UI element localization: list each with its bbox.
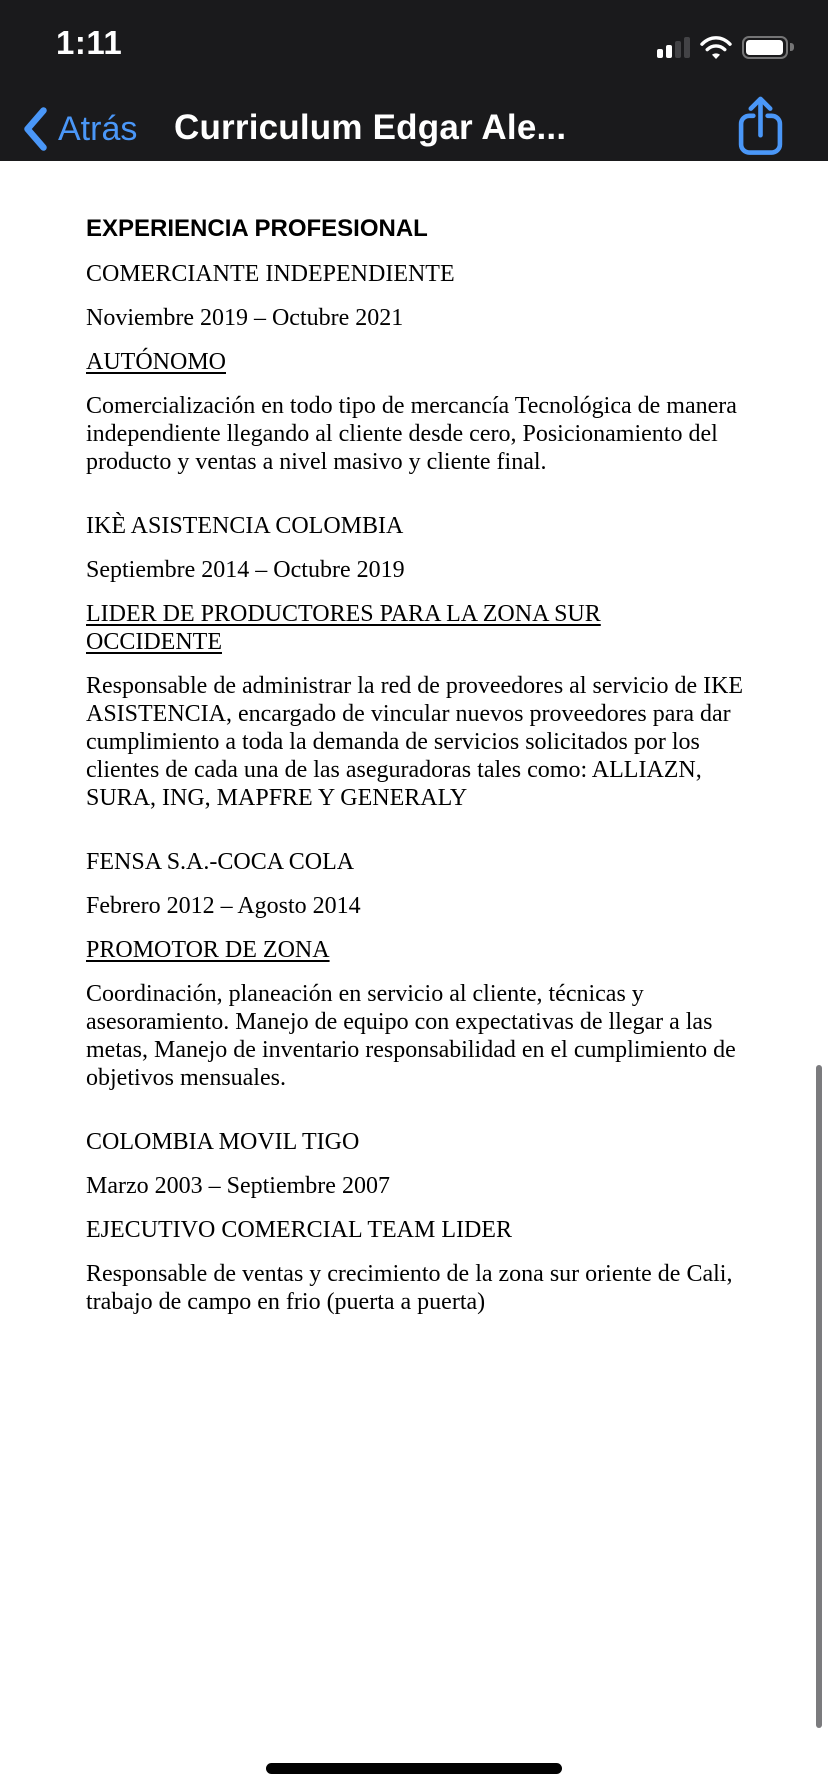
document-heading: EXPERIENCIA PROFESIONAL xyxy=(86,215,428,242)
job-title: EJECUTIVO COMERCIAL TEAM LIDER xyxy=(86,1217,512,1243)
battery-icon xyxy=(742,36,788,59)
document-view xyxy=(0,161,828,1792)
wifi-icon xyxy=(699,35,733,60)
company-name: IKÈ ASISTENCIA COLOMBIA xyxy=(86,513,404,539)
home-indicator[interactable] xyxy=(266,1763,562,1774)
back-button[interactable] xyxy=(22,106,137,152)
company-name: COMERCIANTE INDEPENDIENTE xyxy=(86,261,455,287)
chevron-left-icon xyxy=(22,106,48,152)
employment-period: Febrero 2012 – Agosto 2014 xyxy=(86,893,361,919)
status-time: 1:11 xyxy=(56,24,123,61)
nav-title: Curriculum Edgar Ale... xyxy=(174,108,567,147)
nav-bar xyxy=(0,100,828,161)
company-name: COLOMBIA MOVIL TIGO xyxy=(86,1129,360,1155)
job-section xyxy=(86,848,745,1092)
employment-period: Marzo 2003 – Septiembre 2007 xyxy=(86,1173,390,1199)
job-section xyxy=(86,1128,745,1316)
job-title: LIDER DE PRODUCTORES PARA LA ZONA SUR OCCIDENTE xyxy=(86,601,601,655)
employment-period: Noviembre 2019 – Octubre 2021 xyxy=(86,305,404,331)
job-title: PROMOTOR DE ZONA xyxy=(86,937,330,963)
share-icon xyxy=(737,94,784,158)
employment-period: Septiembre 2014 – Octubre 2019 xyxy=(86,557,405,583)
job-description: Responsable de ventas y crecimiento de la zona sur oriente de Cali, trabajo de campo en frio (puerta a puerta) xyxy=(86,1261,733,1315)
status-icons xyxy=(657,34,788,60)
company-name: FENSA S.A.-COCA COLA xyxy=(86,849,355,875)
cellular-signal-icon xyxy=(657,36,690,58)
job-description: Comercialización en todo tipo de mercancía Tecnológica de manera independiente llegando al cliente desde cero, Posicionamiento del producto y ventas a nivel masivo y cliente final. xyxy=(86,393,737,475)
job-description: Responsable de administrar la red de proveedores al servicio de IKE ASISTENCIA, encargado de vincular nuevos proveedores para dar cumplimiento a toda la demanda de servicios solicitados por los clientes de cada una de las aseguradoras tales como: ALLIAZN, SURA, ING, MAPFRE Y GENERALY xyxy=(86,673,744,811)
job-title: AUTÓNOMO xyxy=(86,349,226,375)
job-section xyxy=(86,260,745,476)
back-label: Atrás xyxy=(58,109,138,148)
top-bars xyxy=(0,0,828,161)
job-description: Coordinación, planeación en servicio al cliente, técnicas y asesoramiento. Manejo de equipo con expectativas de llegar a las metas, Manejo de inventario responsabilidad en el cumplimiento de objetivos mensuales. xyxy=(86,981,736,1091)
scrollbar[interactable] xyxy=(816,1065,822,1728)
job-section xyxy=(86,512,745,812)
share-button[interactable] xyxy=(737,94,784,158)
